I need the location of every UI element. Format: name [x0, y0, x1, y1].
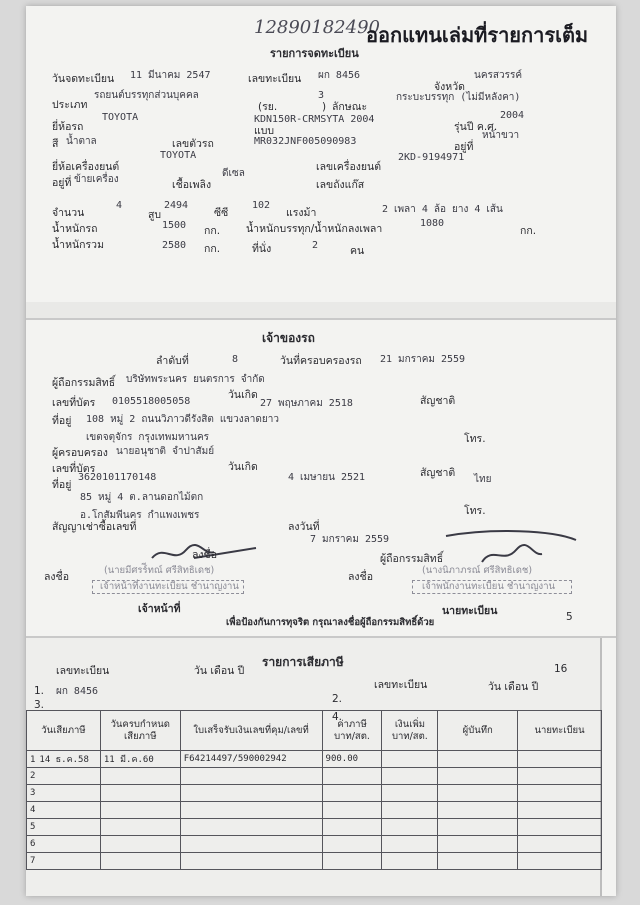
sign1-role: เจ้าหน้าที่งานทะเบียน ชำนาญงาน: [100, 581, 239, 592]
document-title: ออกแทนเล่มที่รายการเต็ม: [366, 23, 589, 47]
tax-cell-extra: [382, 836, 438, 853]
tax-cell-due: 11 มี.ค.60: [100, 751, 180, 768]
owner-addr-label: ที่อยู่: [52, 415, 72, 427]
tax-row-number: 7: [30, 856, 36, 866]
tax-cell-recorder: [438, 785, 518, 802]
reg-chassis-value: MR032JNF005090983: [254, 136, 357, 147]
reg-weight-label: น้ำหนักรถ: [52, 223, 98, 235]
tax-cell-due: [100, 819, 180, 836]
col-due-date: วันครบกำหนดเสียภาษี: [100, 711, 180, 751]
tax-row-number: 5: [30, 822, 36, 832]
owner-addr-value: 108 หมู่ 2 ถนนวิภาวดีรังสิต แขวงลาดยาว: [86, 414, 279, 425]
tax-cell-due: [100, 836, 180, 853]
anti-fraud-note: เพื่อป้องกันการทุจริต กรุณาลงชื่อผู้ถือกรรมสิทธิ์ด้วย: [226, 617, 435, 628]
tax-cell-registrar: [518, 802, 602, 819]
tax-row1-no: 1.: [34, 685, 45, 697]
tax-cell-recorder: [438, 819, 518, 836]
officer-label: เจ้าหน้าที่: [138, 603, 181, 615]
owner-tel2-label: โทร.: [464, 505, 486, 517]
table-row: [27, 751, 602, 768]
reg-color-label: สี: [52, 138, 59, 150]
tax-cell-tax: [322, 819, 382, 836]
handwritten-number: 12890182490: [254, 17, 380, 38]
reg-hp-label: แรงม้า: [286, 207, 317, 219]
owner-contract-date-label: ลงวันที่: [288, 521, 320, 533]
owner-addr3-label: ที่อยู่: [52, 479, 72, 491]
tax-cell-recorder: [438, 802, 518, 819]
owner-id-label: เลขที่บัตร: [52, 397, 96, 409]
reg-person-label: คน: [350, 245, 365, 257]
owner-birth-value: 27 พฤษภาคม 2518: [260, 398, 353, 409]
tax-cell-recorder: [438, 751, 518, 768]
owner-addr4-value: อ.โกสัมพีนคร กำแพงเพชร: [80, 510, 200, 521]
reg-fuel-value: ดีเซล: [222, 168, 245, 179]
reg-brand-label: ยี่ห้อรถ: [52, 121, 84, 133]
tax-cell-registrar: [518, 819, 602, 836]
tax-cell-receipt: [180, 768, 322, 785]
tax-cell-paid: [27, 853, 101, 870]
owner-order-value: 8: [232, 354, 239, 365]
tax-table: [26, 710, 602, 870]
reg-hp-value: 102: [252, 200, 271, 211]
reg-year-value: 2004: [500, 110, 525, 121]
owner-id2-label: เลขที่บัตร: [52, 463, 96, 475]
table-row: [27, 785, 602, 802]
tax-cell-due: [100, 802, 180, 819]
tax-cell-extra: [382, 853, 438, 870]
tax-row4-no: 4.: [332, 711, 343, 723]
reg-load-label: น้ำหนักบรรทุก/น้ำหนักลงเพลา: [246, 223, 383, 235]
reg-year-label: รุ่นปี ค.ศ.: [454, 121, 498, 133]
tax-cell-extra: [382, 751, 438, 768]
sign1-inline-label: ลงชื่อ: [192, 549, 217, 561]
tax-cell-recorder: [438, 768, 518, 785]
tax-cell-paid: [27, 785, 101, 802]
tax-cell-registrar: [518, 853, 602, 870]
tax-cell-extra: [382, 802, 438, 819]
reg-model-label: แบบ: [254, 125, 275, 137]
reg-date-label: วันจดทะเบียน: [52, 73, 115, 85]
tax-row-number: 1: [30, 755, 36, 765]
owner-id2-value: 3620101170148: [78, 472, 157, 483]
table-row: [27, 768, 602, 785]
tax-cell-receipt: [180, 853, 322, 870]
col-recorder: ผู้บันทึก: [438, 711, 518, 751]
owner-birth2-label: วันเกิด: [228, 461, 258, 473]
tax-cell-tax: [322, 768, 382, 785]
owner-holder-label: ผู้ถือกรรมสิทธิ์: [52, 377, 116, 389]
tax-row2-no: 2.: [332, 693, 343, 705]
reg-kg-3: กก.: [204, 243, 221, 255]
tax-cell-receipt: [180, 819, 322, 836]
reg-class-close: ): [322, 101, 327, 113]
tax-cell-paid: [27, 751, 101, 768]
owner-id-value: 0105518005058: [112, 396, 191, 407]
tax-row-number: 6: [30, 839, 36, 849]
reg-type-label: ประเภท: [52, 99, 88, 111]
owner-contract-label: สัญญาเช่าซื้อเลขที่: [52, 521, 137, 533]
reg-body-value: กระบะบรรทุก (ไม่มีหลังคา): [396, 92, 521, 103]
col-receipt: ใบเสร็จรับเงินเลขที่คุม/เลขที่: [180, 711, 322, 751]
owner-order-label: ลำดับที่: [156, 355, 189, 367]
tax-table-header: [27, 711, 602, 751]
tax-cell-extra: [382, 768, 438, 785]
owner-addr2-value: เขตจตุจักร กรุงเทพมหานคร: [86, 432, 210, 443]
col-registrar: นายทะเบียน: [518, 711, 602, 751]
reg-plate-label: เลขทะเบียน: [248, 73, 302, 85]
holder-sign-label: ผู้ถือกรรมสิทธิ์: [380, 553, 444, 565]
document-sheet: [26, 6, 616, 896]
owner-date-value: 21 มกราคม 2559: [380, 354, 466, 365]
tax-cell-tax: [322, 785, 382, 802]
reg-gross-label: น้ำหนักรวม: [52, 239, 104, 251]
tax-cell-paid: [27, 802, 101, 819]
owner-addr3-value: 85 หมู่ 4 ต.ลานดอกไม้ตก: [80, 492, 204, 503]
col-surcharge: เงินเพิ่ม บาท/สต.: [382, 711, 438, 751]
reg-cc-value: 2494: [164, 200, 189, 211]
tax-plate-label: เลขทะเบียน: [56, 665, 110, 677]
owner-possessor-value: นายอนุชาติ จำปาสัมย์: [116, 446, 215, 457]
owner-nation-label: สัญชาติ: [420, 395, 456, 407]
reg-seat-value: 2: [312, 240, 319, 251]
tax-cell-receipt: [180, 836, 322, 853]
tax-cell-registrar: [518, 836, 602, 853]
col-paid-date: วันเสียภาษี: [27, 711, 101, 751]
reg-class-label: (รย.: [258, 101, 278, 113]
table-row: [27, 853, 602, 870]
reg-model-value: KDN150R-CRMSYTA 2004: [254, 114, 375, 125]
tax-cell-tax: [322, 802, 382, 819]
reg-chassis-label: เลขตัวรถ: [172, 138, 214, 150]
sign1-hint: (นายมีศรร์ีทณ์ ศรีสิทธิเดช): [104, 565, 215, 576]
owner-nation2-label: สัญชาติ: [420, 467, 456, 479]
owner-date-label: วันที่ครอบครองรถ: [280, 355, 362, 367]
tax-cell-tax: [322, 853, 382, 870]
reg-brand-value: TOYOTA: [102, 112, 139, 123]
tax-cell-paid: [27, 836, 101, 853]
tax-row-number: 4: [30, 805, 36, 815]
table-row: [27, 802, 602, 819]
reg-plate-value: ผก 8456: [318, 70, 361, 81]
reg-load-value: 1080: [420, 218, 445, 229]
reg-gas-label: เลขถังแก๊ส: [316, 179, 365, 191]
reg-engine-loc-value: ข้ายเครื่อง: [74, 174, 119, 185]
tax-cell-registrar: [518, 785, 602, 802]
reg-province-value: นครสวรรค์: [474, 70, 523, 81]
tax-plate-label-2: เลขทะเบียน: [374, 679, 428, 691]
reg-feature-label: ลักษณะ: [332, 101, 368, 113]
tax-paid-value: 14 ธ.ค.58: [39, 755, 89, 765]
section-title-tax: รายการเสียภาษี: [262, 655, 344, 669]
tax-cell-tax: [322, 836, 382, 853]
tax-cell-recorder: [438, 853, 518, 870]
owner-birth2-value: 4 เมษายน 2521: [288, 472, 366, 483]
tax-cell-extra: [382, 785, 438, 802]
tax-cell-registrar: [518, 768, 602, 785]
tax-row1-value: ผก 8456: [56, 686, 99, 697]
tax-date-label-2: วัน เดือน ปี: [488, 681, 539, 693]
registrar-signature-mark: [442, 526, 582, 568]
tax-cell-tax: 900.00: [322, 751, 382, 768]
reg-color-value: น้ำตาล: [66, 136, 97, 147]
section-title-registration: รายการจดทะเบียน: [270, 47, 359, 60]
reg-seat-label: ที่นั่ง: [252, 243, 272, 255]
reg-province-label: จังหวัด: [434, 81, 465, 93]
reg-count-label: จำนวน: [52, 207, 85, 219]
reg-weight-value: 1500: [162, 220, 187, 231]
tax-cell-registrar: [518, 751, 602, 768]
owner-nation2-value: ไทย: [474, 474, 492, 485]
reg-cylinder-label: สูบ: [148, 209, 162, 221]
table-row: [27, 819, 602, 836]
owner-tel-label: โทร.: [464, 433, 486, 445]
reg-chassis-loc-value: หน้าขวา: [482, 130, 520, 141]
reg-engine-brand-value: TOYOTA: [160, 150, 197, 161]
tax-cell-due: [100, 785, 180, 802]
reg-axle-value: 2 เพลา 4 ล้อ ยาง 4 เส้น: [382, 204, 503, 215]
owner-page-no: 5: [566, 611, 573, 623]
reg-type-code: 3: [318, 90, 325, 101]
reg-chassis-loc-label: อยู่ที่: [454, 141, 474, 153]
reg-cc-label: ซีซี: [214, 207, 229, 219]
tax-page-no: 16: [554, 663, 568, 675]
reg-gross-value: 2580: [162, 240, 187, 251]
reg-kg-1: กก.: [204, 225, 221, 237]
owner-contract-date-value: 7 มกราคม 2559: [310, 534, 390, 545]
tax-row-number: 3: [30, 788, 36, 798]
tax-row3-no: 3.: [34, 699, 45, 711]
tax-cell-receipt: [180, 785, 322, 802]
reg-fuel-label: เชื้อเพลิง: [172, 179, 212, 191]
reg-kg-2: กก.: [520, 225, 537, 237]
col-tax-amount: ค่าภาษี บาท/สต.: [322, 711, 382, 751]
owner-holder-value: บริษัทพระนคร ยนตรการ จำกัด: [126, 374, 265, 385]
reg-engine-no-value: 2KD-9194971: [398, 152, 465, 163]
sign1-label: ลงชื่อ: [44, 571, 69, 583]
reg-count-value: 4: [116, 200, 123, 211]
tax-cell-recorder: [438, 836, 518, 853]
copy-edge-line: [26, 318, 616, 320]
registrar-label: นายทะเบียน: [442, 605, 498, 617]
section-title-owner: เจ้าของรถ: [262, 331, 315, 345]
sign2-hint: (นางนิภาภรณ์ ศรีสิทธิเดช): [422, 565, 533, 576]
tax-cell-receipt: F64214497/590002942: [180, 751, 322, 768]
reg-date-value: 11 มีนาคม 2547: [130, 70, 211, 81]
table-row: [27, 836, 602, 853]
owner-birth-label: วันเกิด: [228, 389, 258, 401]
owner-possessor-label: ผู้ครอบครอง: [52, 447, 108, 459]
reg-engine-no-label: เลขเครื่องยนต์: [316, 161, 382, 173]
reg-type-value: รถยนต์บรรทุกส่วนบุคคล: [94, 90, 199, 101]
tax-cell-paid: [27, 819, 101, 836]
sign2-label: ลงชื่อ: [348, 571, 373, 583]
tax-cell-due: [100, 853, 180, 870]
tax-cell-receipt: [180, 802, 322, 819]
tax-cell-extra: [382, 819, 438, 836]
reg-engine-loc-label: อยู่ที่: [52, 177, 72, 189]
sign2-role: เจ้าพนักงานทะเบียน ชำนาญงาน: [422, 581, 556, 592]
reg-engine-brand-label: ยี่ห้อเครื่องยนต์: [52, 161, 120, 173]
tax-cell-paid: [27, 768, 101, 785]
tax-date-label: วัน เดือน ปี: [194, 665, 245, 677]
tax-row-number: 2: [30, 771, 36, 781]
tax-cell-due: [100, 768, 180, 785]
